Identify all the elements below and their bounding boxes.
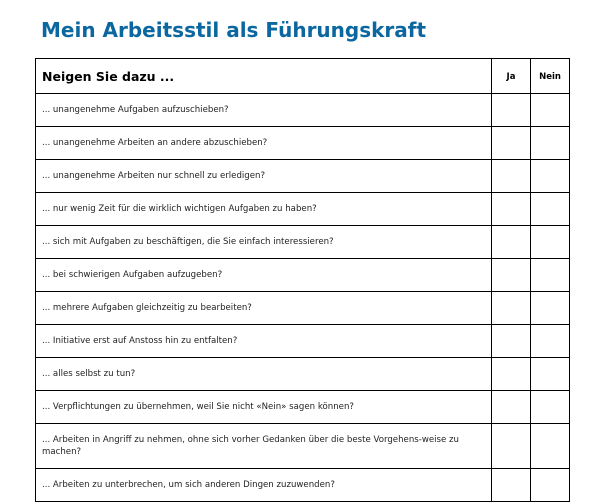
answer-yes-cell[interactable] [492, 325, 531, 358]
table-row [36, 469, 570, 502]
answer-no-cell[interactable] [531, 469, 570, 502]
question-text: ... Arbeiten zu unterbrechen, um sich anderen Dingen zuzuwenden? [36, 469, 492, 502]
header-no: Nein [531, 59, 570, 94]
question-text: ... mehrere Aufgaben gleichzeitig zu bearbeiten? [36, 292, 492, 325]
question-text: ... Initiative erst auf Anstoss hin zu entfalten? [36, 325, 492, 358]
question-text: ... unangenehme Aufgaben aufzuschieben? [36, 94, 492, 127]
answer-yes-cell[interactable] [492, 127, 531, 160]
answer-yes-cell[interactable] [492, 424, 531, 469]
answer-yes-cell[interactable] [492, 469, 531, 502]
header-question: Neigen Sie dazu ... [36, 59, 492, 94]
answer-yes-cell[interactable] [492, 160, 531, 193]
page-title: Mein Arbeitsstil als Führungskraft [41, 18, 427, 42]
answer-no-cell[interactable] [531, 325, 570, 358]
answer-yes-cell[interactable] [492, 259, 531, 292]
table-row [36, 424, 570, 469]
question-text: ... unangenehme Arbeiten nur schnell zu erledigen? [36, 160, 492, 193]
answer-no-cell[interactable] [531, 226, 570, 259]
answer-yes-cell[interactable] [492, 358, 531, 391]
answer-yes-cell[interactable] [492, 94, 531, 127]
table-row [36, 226, 570, 259]
answer-yes-cell[interactable] [492, 292, 531, 325]
question-text: ... alles selbst zu tun? [36, 358, 492, 391]
table-row [36, 259, 570, 292]
answer-no-cell[interactable] [531, 358, 570, 391]
table-row [36, 325, 570, 358]
table-header-row [36, 59, 570, 94]
answer-no-cell[interactable] [531, 127, 570, 160]
answer-yes-cell[interactable] [492, 226, 531, 259]
question-text: ... nur wenig Zeit für die wirklich wichtigen Aufgaben zu haben? [36, 193, 492, 226]
question-text: ... unangenehme Arbeiten an andere abzuschieben? [36, 127, 492, 160]
table-row [36, 391, 570, 424]
questionnaire-table [35, 58, 570, 502]
table-row [36, 160, 570, 193]
answer-yes-cell[interactable] [492, 391, 531, 424]
question-text: ... bei schwierigen Aufgaben aufzugeben? [36, 259, 492, 292]
table-row [36, 127, 570, 160]
answer-no-cell[interactable] [531, 94, 570, 127]
question-text: ... Arbeiten in Angriff zu nehmen, ohne sich vorher Gedanken über die beste Vorgehens-weise zu machen? [36, 424, 492, 469]
answer-no-cell[interactable] [531, 292, 570, 325]
table-row [36, 292, 570, 325]
answer-no-cell[interactable] [531, 160, 570, 193]
question-text: ... sich mit Aufgaben zu beschäftigen, die Sie einfach interessieren? [36, 226, 492, 259]
question-text: ... Verpflichtungen zu übernehmen, weil Sie nicht «Nein» sagen können? [36, 391, 492, 424]
answer-no-cell[interactable] [531, 424, 570, 469]
table-row [36, 193, 570, 226]
answer-no-cell[interactable] [531, 193, 570, 226]
header-yes: Ja [492, 59, 531, 94]
answer-no-cell[interactable] [531, 259, 570, 292]
answer-yes-cell[interactable] [492, 193, 531, 226]
answer-no-cell[interactable] [531, 391, 570, 424]
table-row [36, 94, 570, 127]
table-row [36, 358, 570, 391]
